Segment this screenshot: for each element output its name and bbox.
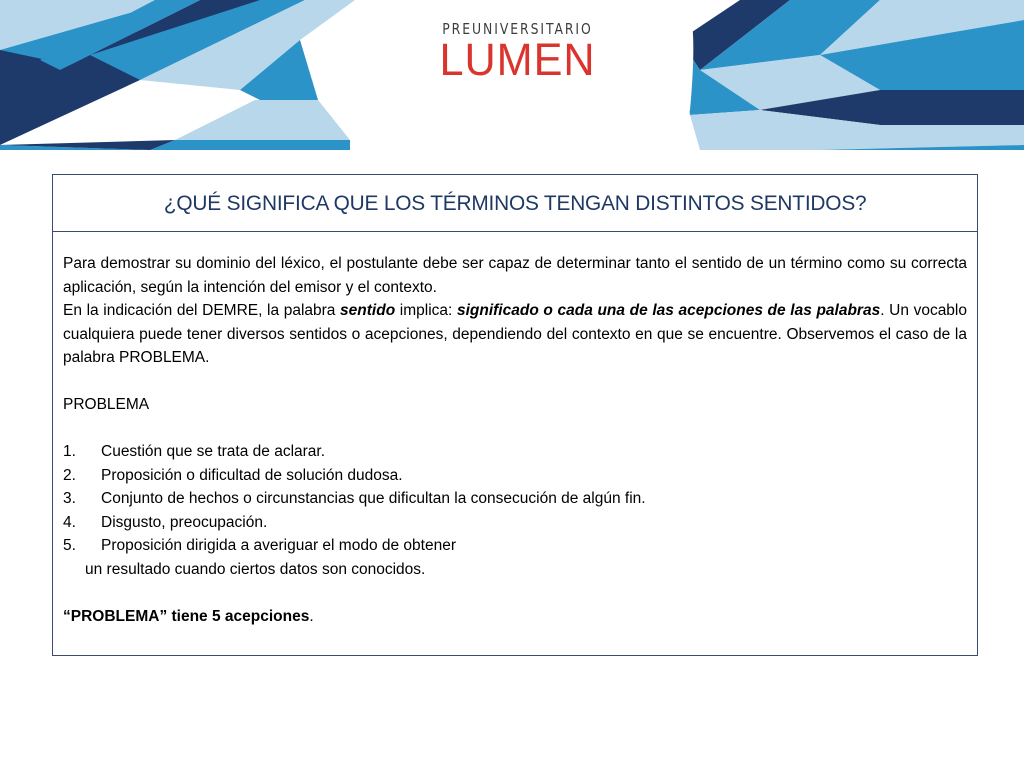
definition-text-c: implica: <box>395 302 457 319</box>
item-text: Disgusto, preocupación. <box>101 513 268 531</box>
logo <box>430 20 605 85</box>
logo-wordmark: LUMEN <box>439 34 596 85</box>
list-item <box>63 487 967 511</box>
list-item <box>63 440 967 464</box>
conclusion <box>63 605 967 629</box>
item-5-continuation: un resultado cuando ciertos datos son conocidos. <box>85 560 426 578</box>
item-text: Conjunto de hechos o circunstancias que dificultan la consecución de algún fin. <box>101 490 646 507</box>
term-sentido: sentido <box>340 302 396 319</box>
conclusion-bold: “PROBLEMA” tiene 5 acepciones <box>63 607 310 625</box>
meanings-list <box>63 440 967 558</box>
title-bar <box>53 175 977 232</box>
word-heading: PROBLEMA <box>63 396 150 413</box>
list-item <box>63 511 967 535</box>
definition-text-a: En la indicación del DEMRE, la palabra <box>63 302 341 319</box>
logo-subtitle: PREUNIVERSITARIO <box>442 20 593 38</box>
item-text: Proposición dirigida a averiguar el modo de obtener <box>101 537 456 554</box>
definition-emphasis: significado o cada una de las acepciones de las palabras <box>456 302 881 319</box>
content-body <box>53 232 977 628</box>
item-number: 4. <box>63 513 76 531</box>
page-title: ¿QUÉ SIGNIFICA QUE LOS TÉRMINOS TENGAN DISTINTOS SENTIDOS? <box>163 190 867 215</box>
item-text: Proposición o dificultad de solución dudosa. <box>101 466 403 484</box>
list-item <box>63 464 967 488</box>
item-number: 5. <box>63 537 76 554</box>
intro-paragraph: Para demostrar su dominio del léxico, el postulante debe ser capaz de determinar tanto el sentido de un término como su correcta aplicación, según la intención del emisor y el contexto. <box>63 255 967 296</box>
list-item <box>63 534 967 558</box>
item-number: 2. <box>63 466 76 484</box>
item-number: 3. <box>63 490 76 507</box>
content-box <box>52 174 978 656</box>
definition-text-e: . Un vocablo cualquiera puede tener diversos sentidos o acepciones, dependiendo del contexto en que se encuentre. Observemos el caso de la palabra PROBLEMA. <box>63 302 967 366</box>
conclusion-period: . <box>309 607 314 625</box>
item-number: 1. <box>63 443 76 460</box>
definition-paragraph <box>63 299 967 370</box>
item-text: Cuestión que se trata de aclarar. <box>101 443 326 460</box>
